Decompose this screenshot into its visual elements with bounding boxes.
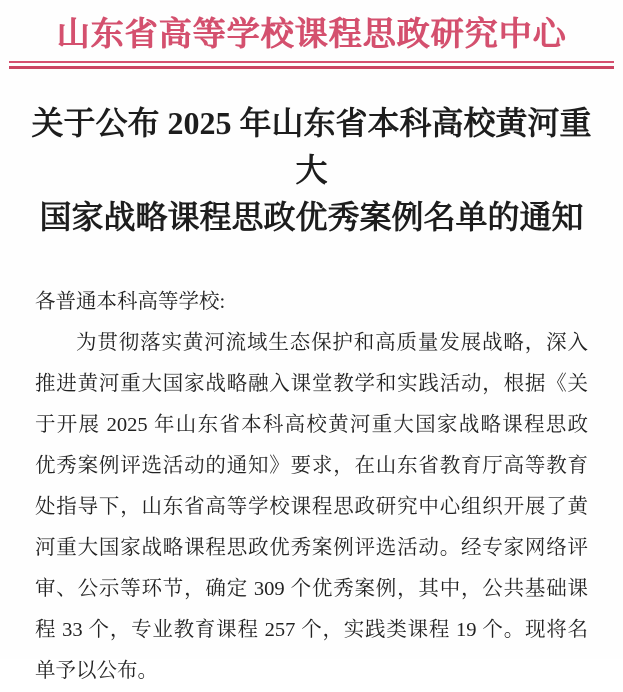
paragraph-line: 处指导下，山东省高等学校课程思政研究中心组织开展了黄 xyxy=(35,496,588,518)
paragraph-line: 推进黄河重大国家战略融入课堂教学和实践活动，根据《关 xyxy=(35,373,588,395)
notice-title xyxy=(24,100,599,241)
letterhead-divider-rule xyxy=(9,61,614,69)
paragraph-line: 单予以公布。 xyxy=(35,660,158,682)
letterhead-org-name: 山东省高等学校课程思政研究中心 xyxy=(56,17,567,53)
paragraph-line: 于开展 2025 年山东省本科高校黄河重大国家战略课程思政 xyxy=(35,414,588,436)
salutation: 各普通本科高等学校: xyxy=(35,291,226,313)
notice-title-line-2: 国家战略课程思政优秀案例名单的通知 xyxy=(39,199,584,235)
paragraph-line: 优秀案例评选活动的通知》要求，在山东省教育厅高等教育 xyxy=(35,455,588,477)
notice-body xyxy=(35,282,588,692)
paragraph-line: 为贯彻落实黄河流域生态保护和高质量发展战略，深入 xyxy=(76,332,588,354)
paragraph-line: 审、公示等环节，确定 309 个优秀案例，其中，公共基础课 xyxy=(35,578,588,600)
paragraph-line: 程 33 个，专业教育课程 257 个，实践类课程 19 个。现将名 xyxy=(35,619,588,641)
paragraph-line: 河重大国家战略课程思政优秀案例评选活动。经专家网络评 xyxy=(35,537,588,559)
notice-title-line-1: 关于公布 2025 年山东省本科高校黄河重大 xyxy=(31,105,592,188)
